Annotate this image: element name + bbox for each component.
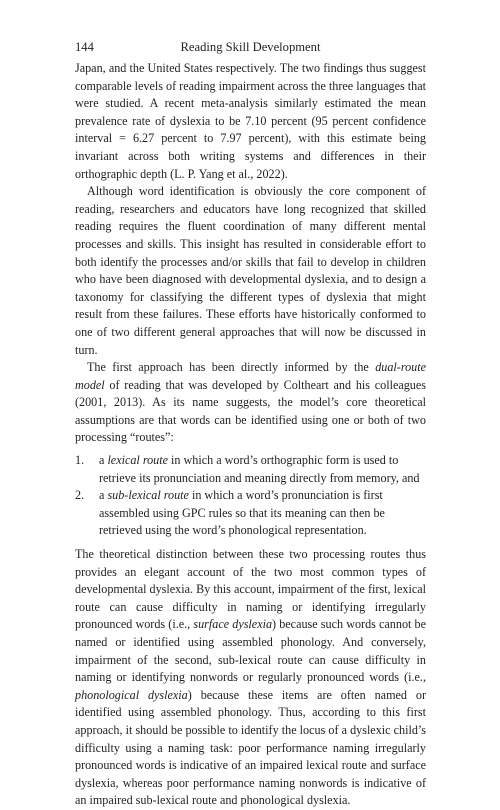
running-head bbox=[75, 38, 426, 56]
paragraph-continuation bbox=[75, 60, 426, 183]
paragraph-theoretical-distinction bbox=[75, 546, 426, 810]
paragraph-text: Although word identification is obviously the core component of reading, researchers and educators have long recognized that skilled reading requires the fluent coordination of many different mental processes and skills. This insight has resulted in considerable effort to both identify the processes and/or skills that fail to develop in children who have been diagnosed with developmental dyslexia, and to design a taxonomy for classifying the different types of dyslexia that might result from these failures. These efforts have historically conformed to one of two different general approaches that will now be discussed in turn. bbox=[75, 184, 426, 357]
term-dual-route-model: dual-route model bbox=[75, 360, 426, 392]
paragraph-text-part-3: ) because these items are often named or identified using assembled phonology. Thus, according to this first approach, it should be possible to identify the locus of a dyslexic child’s difficulty using a naming task: poor performance naming irregularly pronounced words is indicative of an impaired lexical route and surface dyslexia, whereas poor performance naming nonwords is indicative of an impaired sub-lexical route and phonological dyslexia. bbox=[75, 687, 426, 808]
term-surface-dyslexia: surface dyslexia bbox=[193, 617, 273, 632]
term-sub-lexical-route: sub-lexical route bbox=[107, 488, 189, 503]
list-number: 2. bbox=[75, 488, 85, 503]
paragraph-text-part-2: ) because such words cannot be named or identified using assembled phonology. And conversely, impairment of the second, sub-lexical route can cause difficulty in naming or identifying nonwords or regularly pronounced words (i.e., bbox=[75, 617, 426, 685]
list-text-end: in which a word’s orthographic form is used to retrieve its pronunciation and meaning directly from memory, and bbox=[99, 453, 420, 485]
paragraph-text: Japan, and the United States respectively. The two findings thus suggest comparable levels of reading impairment across the three languages that were studied. A recent meta-analysis similarly estimated the mean prevalence rate of dyslexia to be 7.10 percent (95 percent confidence interval = 6.27 percent to 7.97 percent), with this estimate being invariant across both writing systems and differences in their orthographic depth (L. P. Yang et al., 2022). bbox=[75, 61, 426, 181]
paragraph-text-start: The first approach has been directly informed by the bbox=[87, 360, 376, 375]
running-title: Reading Skill Development bbox=[180, 40, 321, 54]
list-number: 1. bbox=[75, 453, 85, 468]
term-phonological-dyslexia: phonological dyslexia bbox=[75, 687, 188, 702]
list-text-end: in which a word’s pronunciation is first assembled using GPC rules so that its meaning can then be retrieved using the word’s phonological representation. bbox=[99, 488, 385, 538]
term-lexical-route: lexical route bbox=[107, 453, 169, 468]
paragraph-word-identification bbox=[75, 183, 426, 359]
list-text-start: a bbox=[99, 453, 108, 468]
list-item-lexical-route bbox=[75, 452, 426, 487]
paragraph-text-part-1: The theoretical distinction between these two processing routes thus provides an elegant account of the two most common types of developmental dyslexia. By this account, impairment of the first, lexical route can cause difficulty in naming or identifying irregularly pronounced words (i.e., bbox=[75, 547, 426, 632]
body-text bbox=[75, 60, 426, 810]
list-text-start: a bbox=[99, 488, 108, 503]
list-item-sub-lexical-route bbox=[75, 487, 426, 540]
processing-routes-list bbox=[75, 452, 426, 540]
page-number: 144 bbox=[75, 40, 94, 54]
paragraph-text-end: of reading that was developed by Coltheart and his colleagues (2001, 2013). As its name suggests, the model’s core theoretical assumptions are that words can be identified using one or both of two processing “routes”: bbox=[75, 377, 426, 445]
paragraph-dual-route bbox=[75, 359, 426, 447]
